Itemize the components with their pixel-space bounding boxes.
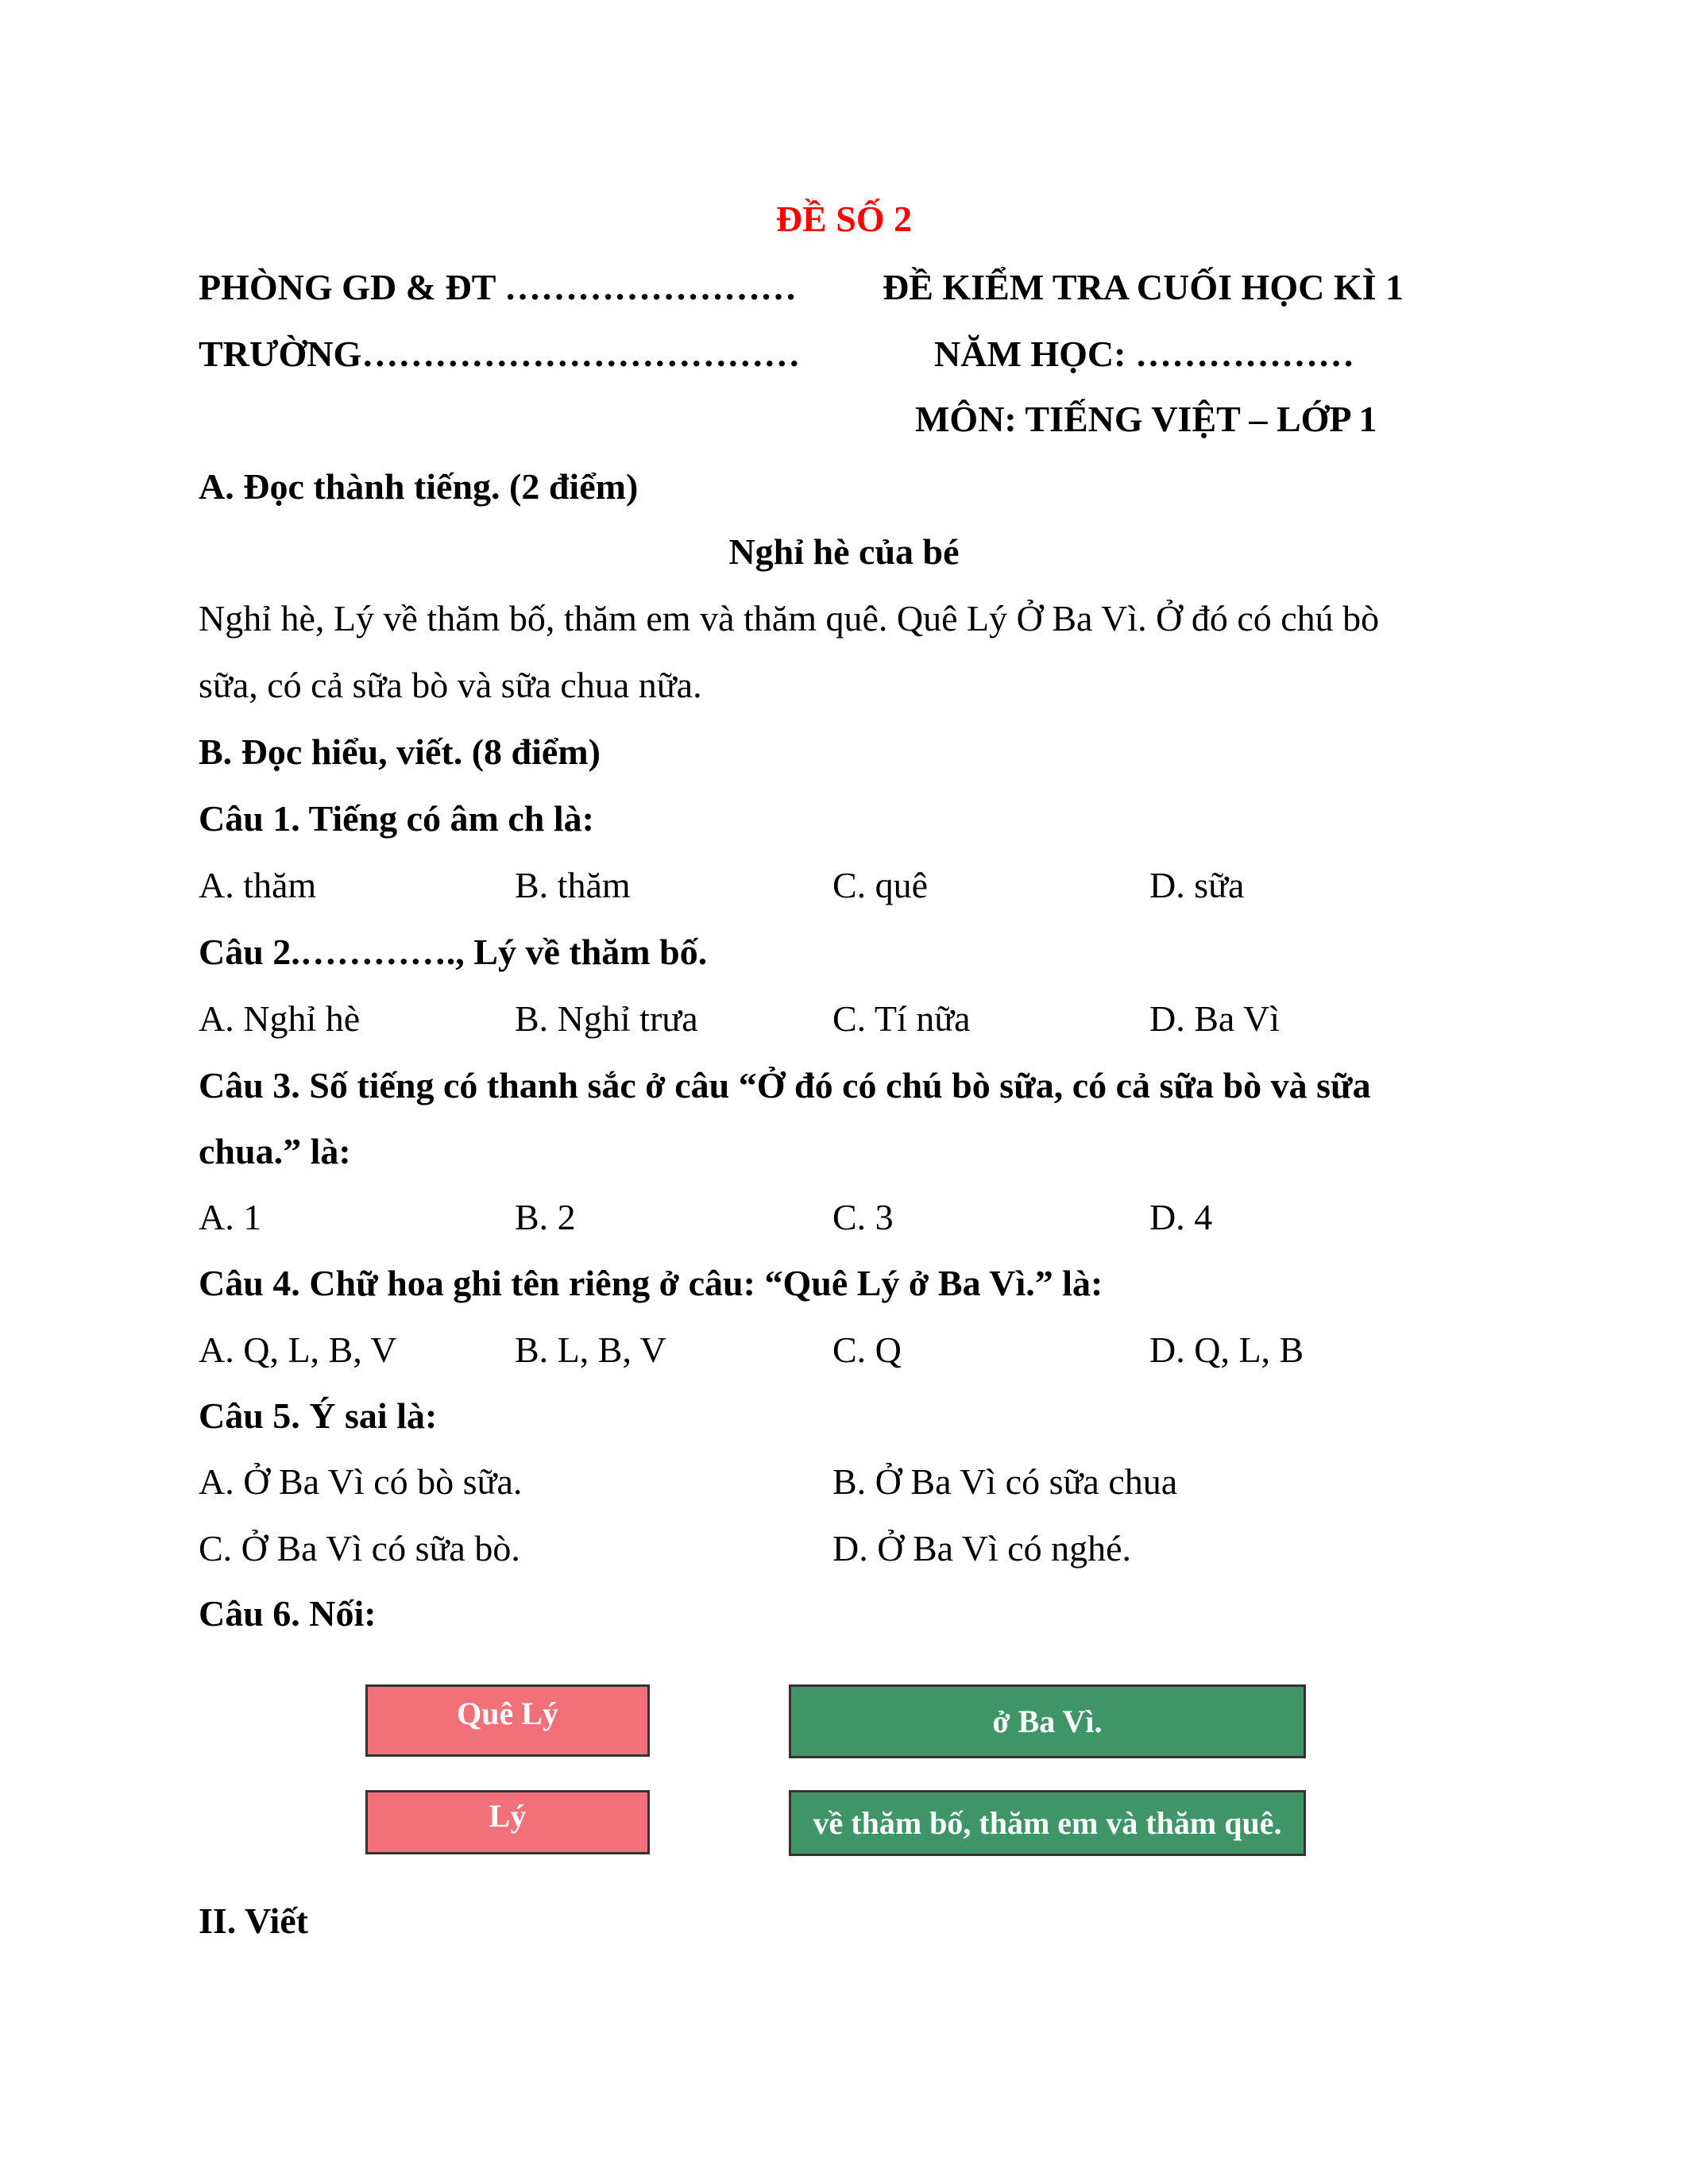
q3-option-a: A. 1 <box>199 1197 262 1237</box>
q1-option-c: C. quê <box>832 865 929 905</box>
section-a-heading: A. Đọc thành tiếng. (2 điểm) <box>199 466 639 507</box>
school-year-line: NĂM HỌC: ……………… <box>934 334 1354 374</box>
question-3-cont: chua.” là: <box>199 1131 351 1171</box>
story-paragraph-line: Nghỉ hè, Lý về thăm bố, thăm em và thăm quê. Quê Lý Ở Ba Vì. Ở đó có chú bò <box>199 598 1380 639</box>
match-right-label: ở Ba Vì. <box>992 1704 1103 1739</box>
story-title: Nghỉ hè của bé <box>728 531 960 572</box>
q2-option-a: A. Nghỉ hè <box>199 998 361 1039</box>
match-right-box <box>789 1790 1306 1856</box>
exam-number-title: ĐỀ SỐ 2 <box>775 199 913 239</box>
q5-option-b: B. Ở Ba Vì có sữa chua <box>832 1461 1178 1502</box>
match-left-label: Lý <box>489 1798 527 1834</box>
match-left-label: Quê Lý <box>457 1696 558 1731</box>
question-5: Câu 5. Ý sai là: <box>199 1395 438 1436</box>
question-3: Câu 3. Số tiếng có thanh sắc ở câu “Ở đó có chú bò sữa, có cả sữa bò và sữa <box>199 1065 1371 1106</box>
q4-option-a: A. Q, L, B, V <box>199 1329 397 1370</box>
match-right-box <box>789 1684 1306 1758</box>
story-paragraph-line: sữa, có cả sữa bò và sữa chua nữa. <box>199 665 702 705</box>
q1-option-d: D. sữa <box>1149 865 1245 905</box>
question-4: Câu 4. Chữ hoa ghi tên riêng ở câu: “Quê Lý ở Ba Vì.” là: <box>199 1263 1103 1303</box>
q1-option-b: B. thăm <box>515 865 631 905</box>
q2-option-d: D. Ba Vì <box>1149 998 1280 1039</box>
match-left-box <box>365 1790 650 1854</box>
school-line: TRƯỜNG……………………………… <box>199 334 801 374</box>
match-left-box <box>365 1684 650 1757</box>
q3-option-c: C. 3 <box>832 1197 894 1237</box>
q5-option-a: A. Ở Ba Vì có bò sữa. <box>199 1461 523 1502</box>
q4-option-b: B. L, B, V <box>515 1329 666 1370</box>
subject-line: MÔN: TIẾNG VIỆT – LỚP 1 <box>915 399 1377 439</box>
q3-option-b: B. 2 <box>515 1197 576 1237</box>
q2-option-b: B. Nghỉ trưa <box>515 998 698 1039</box>
section-b-heading: B. Đọc hiểu, viết. (8 điểm) <box>199 731 601 772</box>
department-line: PHÒNG GD & ĐT …………………… <box>199 267 798 307</box>
q5-option-d: D. Ở Ba Vì có nghé. <box>832 1528 1132 1569</box>
question-6: Câu 6. Nối: <box>199 1593 377 1634</box>
q4-option-d: D. Q, L, B <box>1149 1329 1304 1370</box>
q1-option-a: A. thăm <box>199 865 317 905</box>
exam-title: ĐỀ KIỂM TRA CUỐI HỌC KÌ 1 <box>883 267 1404 307</box>
q2-option-c: C. Tí nữa <box>832 998 971 1039</box>
q3-option-d: D. 4 <box>1149 1197 1213 1237</box>
match-right-label: về thăm bố, thăm em và thăm quê. <box>813 1805 1282 1841</box>
question-2: Câu 2.…………., Lý về thăm bố. <box>199 932 708 972</box>
question-1: Câu 1. Tiếng có âm ch là: <box>199 798 594 839</box>
q5-option-c: C. Ở Ba Vì có sữa bò. <box>199 1528 520 1569</box>
section-ii-heading: II. Viết <box>199 1900 308 1941</box>
q4-option-c: C. Q <box>832 1329 902 1370</box>
